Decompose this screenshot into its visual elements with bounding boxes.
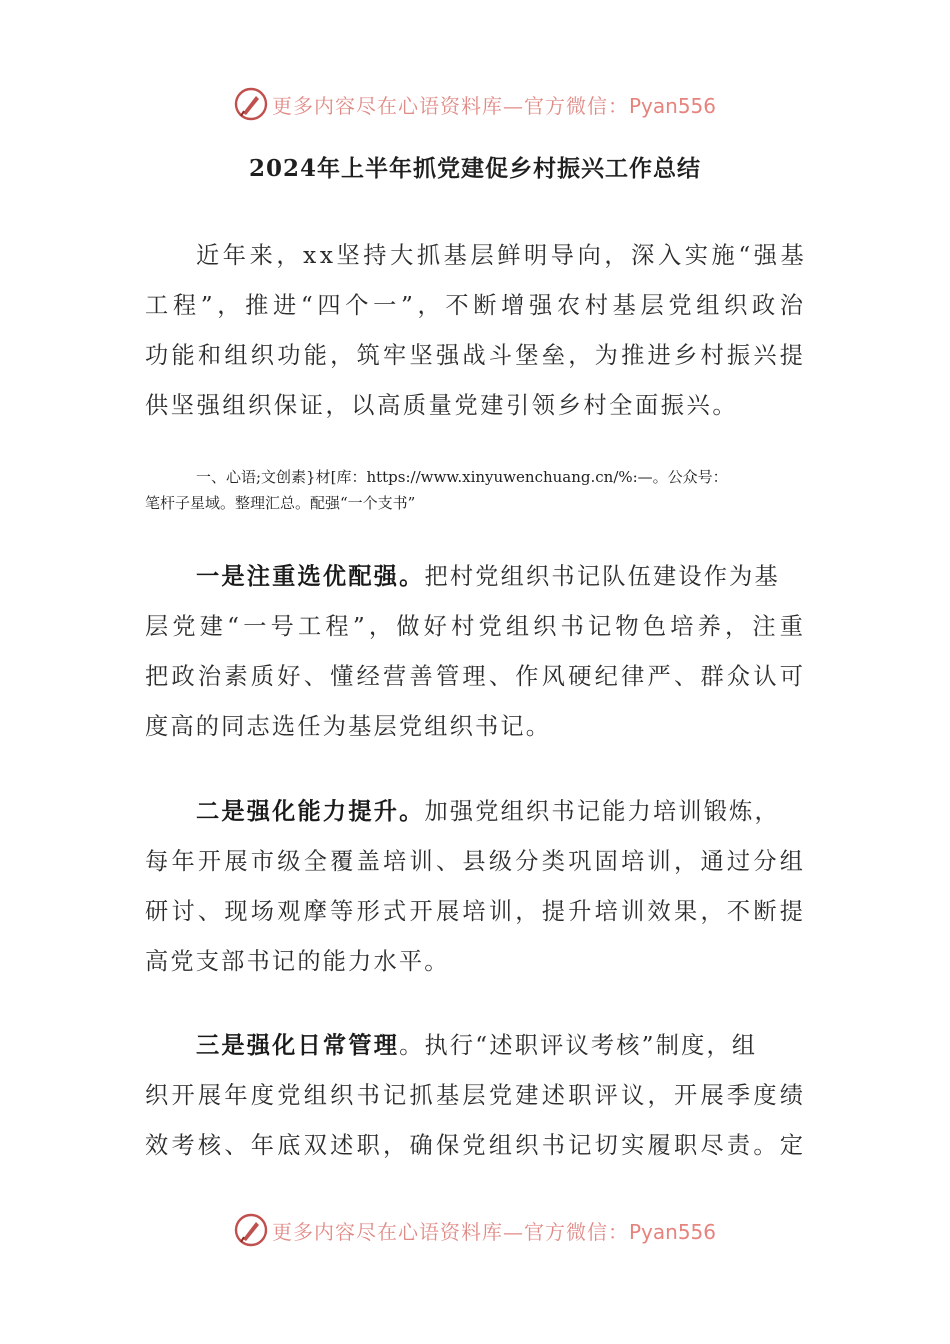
watermark-note [145,464,805,516]
paragraph-line: 把政治素质好、懂经营善管理、作风硬纪律严、群众认可 [145,663,805,690]
section-heading: 二是强化能力提升。 [196,798,425,825]
header-banner [0,84,950,124]
wechat-id: Pyan556 [628,1219,716,1244]
paragraph-line: 高党支部书记的能力水平。 [145,948,450,975]
intro-paragraph [145,231,808,431]
section-paragraph [145,787,805,987]
banner-text: 更多内容尽在心语资料库—官方微信：Pyan556 [271,93,716,118]
banner-text: 更多内容尽在心语资料库—官方微信：Pyan556 [271,1219,716,1244]
section-heading: 一是注重选优配强。 [196,563,425,590]
note-line: 笔杆子星域。整理汇总。配强“一个支书” [145,494,416,512]
paragraph-line: 织开展年度党组织书记抓基层党建述职评议，开展季度绩 [145,1082,805,1109]
paragraph-line: 功能和组织功能，筑牢坚强战斗堡垒，为推进乡村振兴提 [145,342,805,369]
paragraph-line: 三是强化日常管理。执行“述职评议考核”制度，组 [196,1032,758,1059]
paragraph-line: 每年开展市级全覆盖培训、县级分类巩固培训，通过分组 [145,848,805,875]
footer-banner [0,1210,950,1250]
paragraph-line: 工程”，推进“四个一”，不断增强农村基层党组织政治 [145,292,805,319]
paragraph-line: 效考核、年底双述职，确保党组织书记切实履职尽责。定 [145,1132,805,1159]
section-paragraph [145,1021,805,1171]
wechat-id: Pyan556 [628,93,716,118]
paragraph-line: 层党建“一号工程”，做好村党组织书记物色培养，注重 [145,613,805,640]
paragraph-line: 二是强化能力提升。加强党组织书记能力培训锻炼， [196,798,780,825]
paragraph-line: 度高的同志选任为基层党组织书记。 [145,713,552,740]
document-title: 2024年上半年抓党建促乡村振兴工作总结 [248,155,701,182]
section-heading: 三是强化日常管理 [196,1032,400,1059]
paragraph-line: 供坚强组织保证，以高质量党建引领乡村全面振兴。 [145,392,739,419]
paragraph-line: 近年来，xx坚持大抓基层鲜明导向，深入实施“强基 [196,242,808,269]
section-paragraph [145,552,805,752]
note-line: 一、心语;文创素}材[库：https://www.xinyuwenchuang.cn/%:—。公众号： [196,468,728,486]
pen-feather-logo-icon [234,87,268,121]
paragraph-line: 一是注重选优配强。把村党组织书记队伍建设作为基 [196,563,780,590]
pen-feather-logo-icon [234,1213,268,1247]
paragraph-line: 研讨、现场观摩等形式开展培训，提升培训效果，不断提 [145,898,805,925]
